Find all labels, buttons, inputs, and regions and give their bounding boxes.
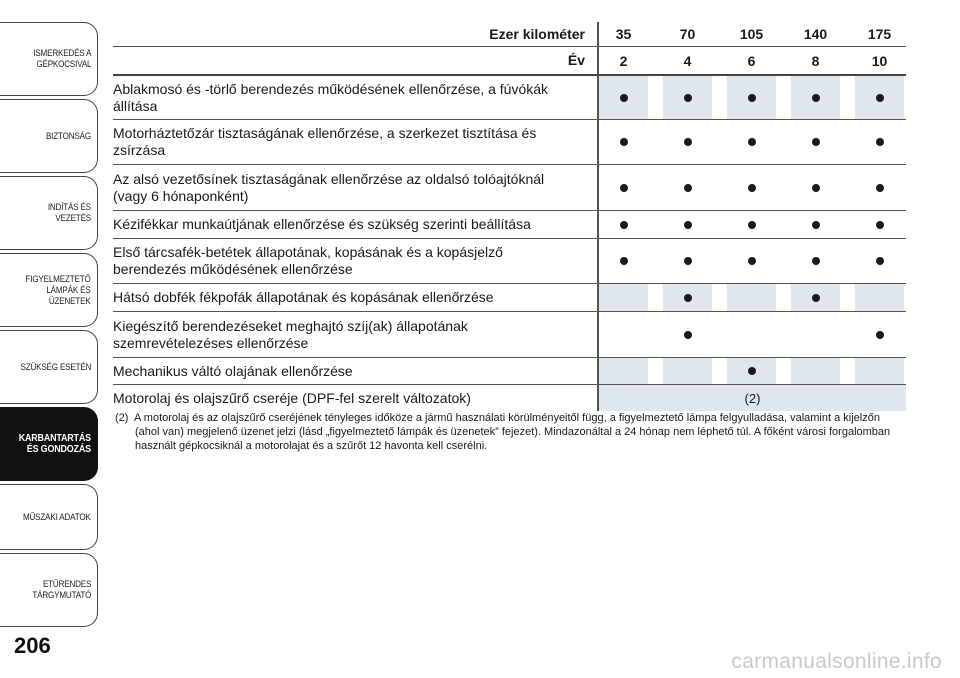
check-cell: [855, 284, 904, 311]
check-dot: [620, 257, 628, 265]
km-value: 35: [615, 26, 632, 42]
footnote-text: A motorolaj és az olajszűrő cseréjének tényleges időköze a jármű használati körülményeitől függ, a figyelmeztető lámpa felgyulladása, valamint a kijelzőn (ahol van) megjelenő üzenet jelzi (lásd „figyelmeztető lámpák és üzenetek” fejezet). Mindazonáltal a 24 hónap nem léphető túl. A főként városi forgalomban használt gépkocsiknál a motorolajat és a szűrőt 12 havonta kell cserélni.: [134, 412, 891, 452]
check-cell: [855, 165, 904, 210]
tab-inditas[interactable]: [0, 176, 98, 250]
row-label: Hátsó dobfék fékpofák állapotának és kopásának ellenőrzése: [113, 289, 494, 305]
check-cell: [663, 312, 712, 357]
check-dot: [748, 367, 756, 375]
check-cell: [727, 284, 776, 311]
check-dot: [748, 184, 756, 192]
table-row: [113, 120, 906, 165]
check-dot: [812, 138, 820, 146]
footnote-marker: (2): [115, 412, 129, 424]
check-dot: [812, 257, 820, 265]
check-dot: [876, 257, 884, 265]
check-dot: [684, 184, 692, 192]
check-dot: [748, 138, 756, 146]
check-cell: [599, 239, 648, 283]
tab-label: ETŰRENDES TÁRGYMUTATÓ: [32, 579, 91, 601]
check-dot: [748, 221, 756, 229]
chapter-sidebar: [0, 0, 100, 678]
tab-ismerkedes[interactable]: [0, 22, 98, 96]
check-cell: [599, 312, 648, 357]
header-row-km: [113, 22, 906, 47]
check-cell: [791, 358, 840, 384]
km-value: 140: [803, 26, 828, 42]
check-cell: [727, 120, 776, 164]
tab-label: MŰSZAKI ADATOK: [23, 511, 91, 523]
check-cell: [599, 76, 648, 119]
km-value: 105: [739, 26, 764, 42]
tab-biztonsag[interactable]: [0, 99, 98, 173]
check-cell: [663, 165, 712, 210]
check-cell: [727, 211, 776, 238]
check-cell: [727, 358, 776, 384]
tab-szukseg[interactable]: [0, 330, 98, 404]
table-row: [113, 358, 906, 385]
check-cell: [791, 120, 840, 164]
check-dot: [812, 294, 820, 302]
tab-label: SZÜKSÉG ESETÉN: [20, 361, 91, 373]
row-label: Az alsó vezetősínek tisztaságának ellenőrzése az oldalsó tolóajtóknál (vagy 6 hónaponként): [113, 170, 545, 204]
check-cell: [663, 76, 712, 119]
check-dot: [620, 94, 628, 102]
km-value: 70: [679, 26, 696, 42]
tab-label: BIZTONSÁG: [46, 130, 91, 142]
check-dot: [812, 221, 820, 229]
tab-muszaki[interactable]: [0, 484, 98, 550]
check-cell: [855, 76, 904, 119]
check-cell: [599, 211, 648, 238]
tab-label: INDÍTÁS ÉS VEZETÉS: [47, 202, 91, 224]
check-cell: [599, 284, 648, 311]
year-value: 10: [871, 52, 888, 69]
check-dot: [876, 184, 884, 192]
watermark: carmanualsonline.info: [731, 650, 942, 673]
check-dot: [748, 257, 756, 265]
row-label: Motorolaj és olajszűrő cseréje (DPF-fel szerelt változatok): [113, 389, 471, 406]
check-cell: [599, 120, 648, 164]
row-label: Első tárcsafék-betétek állapotának, kopásának és a kopásjelző berendezés működésének ellenőrzése: [113, 244, 503, 277]
check-cell: [855, 211, 904, 238]
check-dot: [684, 94, 692, 102]
table-row: [113, 239, 906, 284]
check-cell: [727, 312, 776, 357]
header-year-label: Év: [567, 52, 585, 68]
check-cell: [791, 284, 840, 311]
year-value: 8: [811, 52, 820, 69]
check-cell: [599, 358, 648, 384]
check-dot: [876, 331, 884, 339]
check-dot: [876, 138, 884, 146]
check-dot: [684, 294, 692, 302]
check-dot: [620, 138, 628, 146]
check-cell: [855, 120, 904, 164]
footnote: [115, 411, 905, 453]
check-cell: [663, 358, 712, 384]
check-dot: [684, 257, 692, 265]
check-cell: [727, 165, 776, 210]
check-dot: [684, 138, 692, 146]
header-km-label: Ezer kilométer: [489, 25, 585, 42]
row-label: Motorháztetőzár tisztaságának ellenőrzése, a szerkezet tisztítása és zsírzása: [113, 125, 537, 158]
tab-label: ISMERKEDÉS A GÉPKOCSIVAL: [32, 48, 91, 70]
row-label: Kiegészítő berendezéseket meghajtó szíj(ak) állapotának szemrevételezéses ellenőrzése: [113, 317, 468, 351]
year-value: 4: [683, 52, 692, 69]
check-cell: [791, 312, 840, 357]
tab-label: KARBANTARTÁS ÉS GONDOZÁS: [18, 432, 91, 455]
table-row: [113, 284, 906, 312]
row-label: Kézifékkar munkaútjának ellenőrzése és szükség szerinti beállítása: [113, 216, 531, 232]
check-dot: [812, 94, 820, 102]
check-dot: [620, 221, 628, 229]
check-dot: [684, 221, 692, 229]
tab-label: FIGYELMEZTETŐ LÁMPÁK ÉS ÜZENETEK: [25, 273, 91, 307]
table-row: [113, 312, 906, 358]
check-dot: [812, 184, 820, 192]
check-cell: [599, 165, 648, 210]
check-dot: [620, 184, 628, 192]
year-value: 6: [747, 52, 756, 69]
check-cell: [663, 239, 712, 283]
tab-karbantartas[interactable]: [0, 407, 98, 481]
check-dot: [876, 221, 884, 229]
row-label: Mechanikus váltó olajának ellenőrzése: [113, 362, 353, 379]
check-cell: [727, 239, 776, 283]
check-cell: [791, 211, 840, 238]
footnote-reference: (2): [599, 385, 906, 411]
page-number: 206: [14, 633, 51, 658]
check-dot: [748, 94, 756, 102]
table-row: [113, 165, 906, 211]
tab-targymutato[interactable]: [0, 553, 98, 627]
check-cell: [791, 239, 840, 283]
maintenance-table: [113, 22, 906, 411]
check-cell: [663, 284, 712, 311]
check-cell: [791, 76, 840, 119]
header-row-year: [113, 47, 906, 76]
table-row: [113, 76, 906, 120]
check-cell: [727, 76, 776, 119]
row-label: Ablakmosó és -törlő berendezés működésének ellenőrzése, a fúvókák állítása: [113, 80, 549, 114]
tab-figyelmezteto[interactable]: [0, 253, 98, 327]
check-dot: [684, 331, 692, 339]
check-cell: [791, 165, 840, 210]
table-row: [113, 211, 906, 239]
check-cell: [663, 211, 712, 238]
check-cell: [855, 312, 904, 357]
check-cell: [855, 358, 904, 384]
check-cell: [663, 120, 712, 164]
km-value: 175: [867, 26, 892, 42]
check-cell: [855, 239, 904, 283]
year-value: 2: [619, 52, 628, 69]
check-dot: [876, 94, 884, 102]
table-row: [113, 385, 906, 411]
